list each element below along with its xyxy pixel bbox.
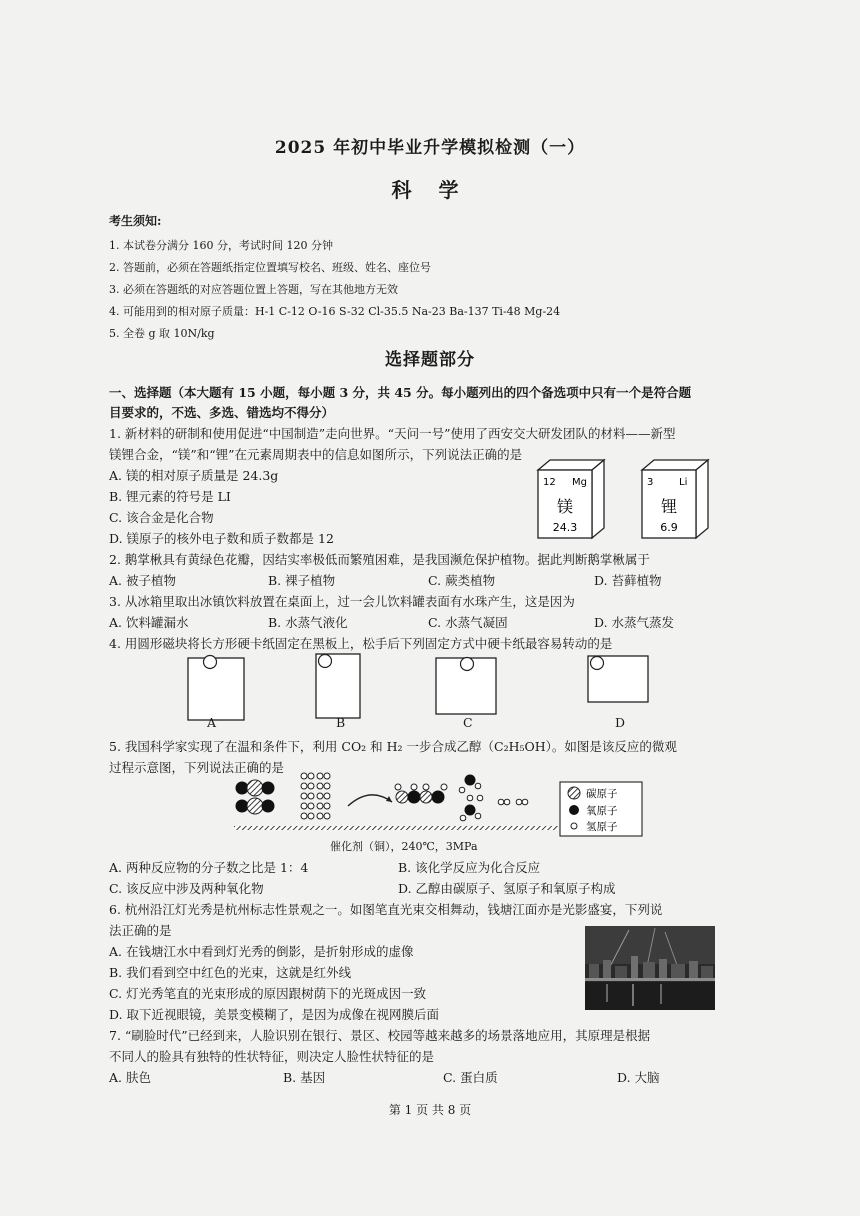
- card-option-b: [316, 654, 360, 718]
- q4-label-b: B: [336, 715, 346, 730]
- q4-stem: 4. 用圆形磁块将长方形硬卡纸固定在黑板上，松手后下列固定方式中硬卡纸最容易转动的是: [109, 636, 613, 651]
- q7-option-a: A. 肤色: [109, 1070, 151, 1085]
- q7-option-b: B. 基因: [283, 1070, 326, 1085]
- q6-stem: 6. 杭州沿江灯光秀是杭州标志性景观之一。如图笔直光束交相舞动，钱塘江面亦是光影盛宴，下列说: [109, 902, 663, 917]
- mg-element-card: [538, 460, 604, 538]
- q5-option-c: C. 该反应中涉及两种氧化物: [109, 881, 264, 896]
- li-symbol: Li: [679, 477, 688, 488]
- q3-option-c: C. 水蒸气凝固: [428, 615, 508, 630]
- adsorbed-molecules: [395, 784, 447, 804]
- q5-stem: 5. 我国科学家实现了在温和条件下，利用 CO₂ 和 H₂ 一步合成乙醇（C₂H₅OH）。如图是该反应的微观: [109, 739, 677, 754]
- card-option-c: [436, 658, 496, 715]
- li-mass: 6.9: [660, 521, 678, 534]
- magnet-cards-figure: [180, 650, 660, 732]
- li-name: 锂: [660, 497, 678, 516]
- q2-stem: 2. 鹅掌楸具有黄绿色花瓣，因结实率极低而繁殖困难，是我国濒危保护植物。据此判断鹅掌楸属于: [109, 552, 650, 567]
- q1-stem: 镁锂合金，“镁”和“锂”在元素周期表中的信息如图所示，下列说法正确的是: [109, 447, 523, 462]
- section-intro: 一、选择题（本大题有 15 小题，每小题 3 分，共 45 分。每小题列出的四个备选项中只有一个是符合题: [109, 385, 692, 400]
- q3-stem: 3. 从冰箱里取出冰镇饮料放置在桌面上，过一会儿饮料罐表面有水珠产生，这是因为: [109, 594, 575, 609]
- q6-option-d: D. 取下近视眼镜，美景变模糊了，是因为成像在视网膜后面: [109, 1007, 440, 1022]
- co2-molecules: [236, 780, 275, 814]
- li-number: 3: [647, 477, 654, 488]
- q2-option-b: B. 裸子植物: [268, 573, 336, 588]
- reaction-diagram: [230, 768, 650, 840]
- notice-heading: 考生须知:: [109, 214, 162, 228]
- section-intro: 目要求的，不选、多选、错选均不得分）: [109, 405, 335, 420]
- q1-stem: 1. 新材料的研制和使用促进“中国制造”走向世界。“天问一号”使用了西安交大研发团队的材料——新型: [109, 426, 676, 441]
- mg-number: 12: [543, 477, 556, 488]
- atom-legend: [560, 782, 642, 836]
- catalyst-condition: 催化剂（铜），240℃，3MPa: [330, 840, 478, 853]
- legend-hydrogen: 氢原子: [586, 821, 618, 833]
- light-show-photo: [585, 926, 715, 1010]
- q5-stem: 过程示意图，下列说法正确的是: [109, 760, 285, 775]
- notice-item: 2. 答题前，必须在答题纸指定位置填写校名、班级、姓名、座位号: [109, 261, 431, 274]
- q3-option-a: A. 饮料罐漏水: [109, 615, 189, 630]
- q6-option-a: A. 在钱塘江水中看到灯光秀的倒影，是折射形成的虚像: [109, 944, 414, 959]
- notice-item: 1. 本试卷分满分 160 分，考试时间 120 分钟: [109, 239, 333, 252]
- card-option-d: [588, 656, 648, 702]
- q4-label-d: D: [615, 715, 626, 730]
- subject-title: 科 学: [391, 178, 469, 202]
- q1-option-c: C. 该合金是化合物: [109, 510, 214, 525]
- q7-option-c: C. 蛋白质: [443, 1070, 498, 1085]
- mg-name: 镁: [556, 497, 574, 516]
- q3-option-b: B. 水蒸气液化: [268, 615, 348, 630]
- q5-option-d: D. 乙醇由碳原子、氢原子和氧原子构成: [398, 881, 616, 896]
- li-element-card: [642, 460, 708, 538]
- mg-symbol: Mg: [572, 477, 587, 488]
- h2-molecules: [301, 773, 330, 819]
- q5-option-b: B. 该化学反应为化合反应: [398, 860, 541, 875]
- q2-option-c: C. 蕨类植物: [428, 573, 496, 588]
- q4-label-a: A: [207, 715, 217, 730]
- legend-oxygen: 氧原子: [586, 805, 618, 817]
- reaction-arrow: [348, 795, 392, 806]
- q6-option-c: C. 灯光秀笔直的光束形成的原因跟树荫下的光斑成因一致: [109, 986, 427, 1001]
- mg-mass: 24.3: [552, 521, 578, 534]
- q2-option-a: A. 被子植物: [109, 573, 176, 588]
- q3-option-d: D. 水蒸气蒸发: [594, 615, 675, 630]
- q2-option-d: D. 苔藓植物: [594, 573, 662, 588]
- notice-item: 4. 可能用到的相对原子质量：H-1 C-12 O-16 S-32 Cl-35.5 Na-23 Ba-137 Ti-48 Mg-24: [109, 305, 561, 318]
- q5-option-a: A. 两种反应物的分子数之比是 1：4: [109, 860, 309, 875]
- q1-option-b: B. 锂元素的符号是 LI: [109, 489, 231, 504]
- q4-label-c: C: [463, 715, 473, 730]
- q7-stem: 7. “刷脸时代”已经到来，人脸识别在银行、景区、校园等越来越多的场景落地应用，其原理是根据: [109, 1028, 651, 1043]
- q6-option-b: B. 我们看到空中红色的光束，这就是红外线: [109, 965, 352, 980]
- catalyst-surface: [234, 826, 558, 830]
- card-option-a: [188, 656, 244, 721]
- notice-item: 3. 必须在答题纸的对应答题位置上答题，写在其他地方无效: [109, 283, 398, 296]
- legend-carbon: 碳原子: [586, 788, 618, 800]
- q7-option-d: D. 大脑: [617, 1070, 660, 1085]
- q6-stem: 法正确的是: [109, 923, 172, 938]
- q7-stem: 不同人的脸具有独特的性状特征，则决定人脸性状特征的是: [109, 1049, 435, 1064]
- page-number: 第 1 页 共 8 页: [388, 1103, 472, 1117]
- exam-title: 2025 年初中毕业升学模拟检测（一）: [274, 138, 586, 158]
- notice-item: 5. 全卷 g 取 10N/kg: [109, 327, 215, 340]
- element-cards-figure: [532, 456, 728, 546]
- q1-option-d: D. 镁原子的核外电子数和质子数都是 12: [109, 531, 334, 546]
- product-molecules: [459, 775, 528, 821]
- q1-option-a: A. 镁的相对原子质量是 24.3g: [109, 468, 279, 483]
- section-title: 选择题部分: [385, 350, 475, 370]
